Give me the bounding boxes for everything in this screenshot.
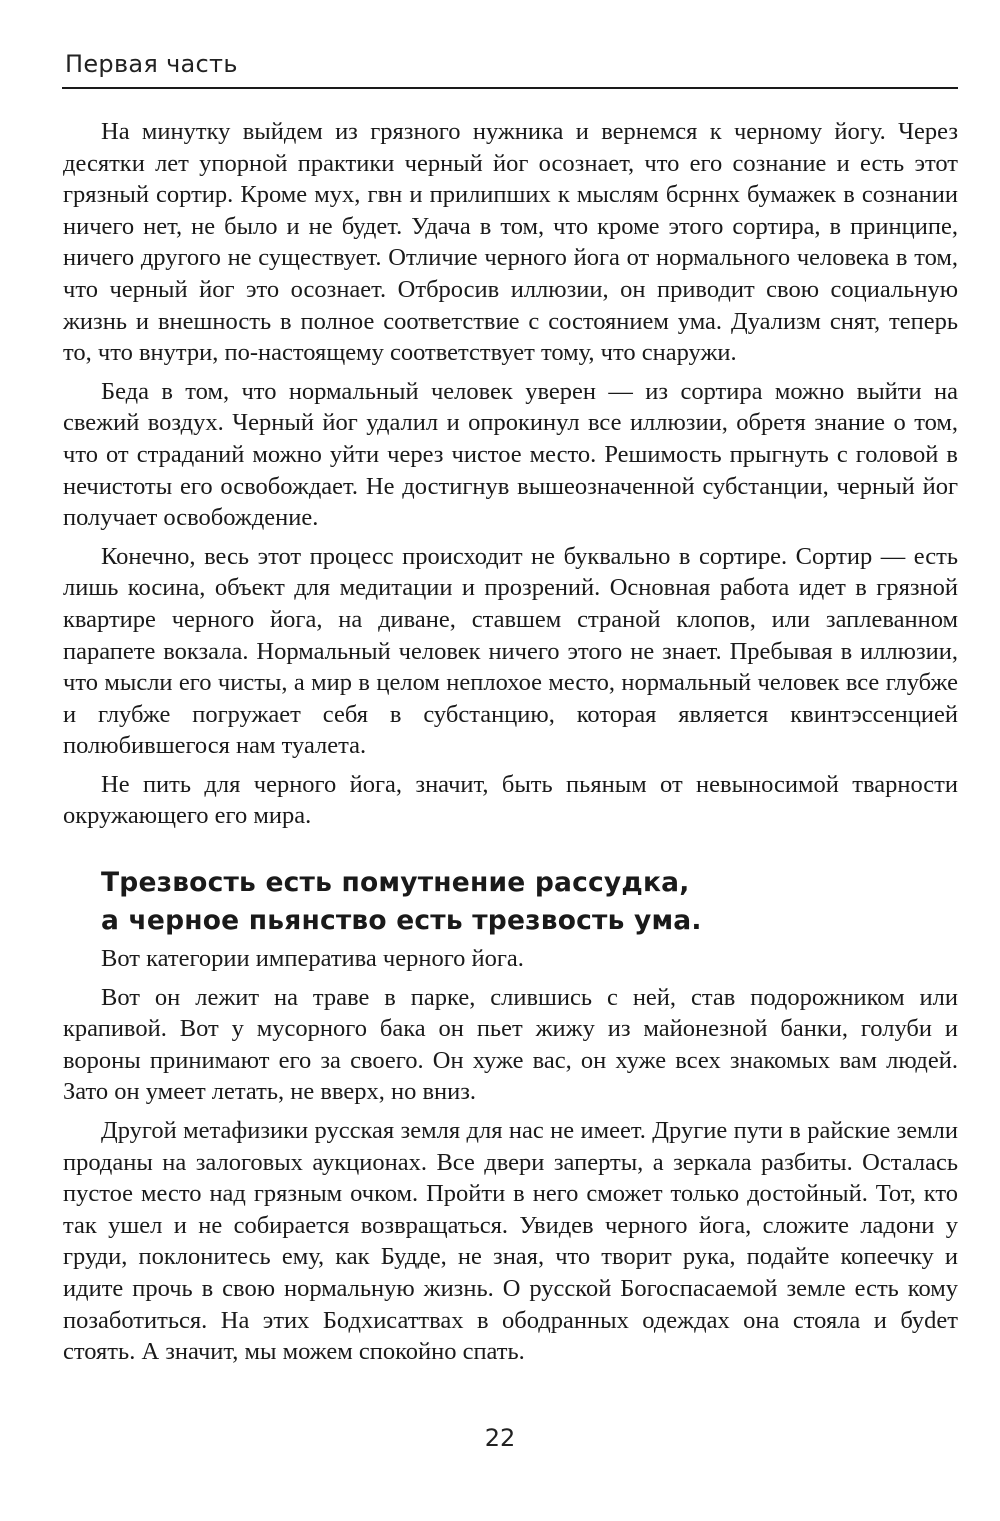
section-heading bbox=[63, 864, 958, 940]
paragraph: Вот он лежит на траве в парке, слившись с ней, став подорожником или крапивой. Вот у мусорного бака он пьет жижу из майонезной банки, голуби и вороны принимают его за своего. Он хуже вас, он хуже всех знакомых вам людей. Зато он умеет летать, не вверх, но вниз. bbox=[63, 983, 958, 1106]
paragraph: Беда в том, что нормальный человек уверен — из сортира можно выйти на свежий воздух. Черный йог удалил и опрокинул все иллюзии, обретя знание о том, что от страданий можно уйти через чистое место. Решимость прыгнуть с головой в нечистоты его освобождает. Не достигнув вышеозначенной субстанции, черный йог получает освобождение. bbox=[63, 377, 958, 532]
section-heading-line-1: Трезвость есть помутнение рассудка, bbox=[101, 867, 690, 899]
header-rule bbox=[62, 87, 958, 89]
page-body bbox=[63, 116, 958, 1368]
paragraph: Не пить для черного йога, значит, быть пьяным от невыносимой тварности окружающего его мира. bbox=[63, 770, 958, 830]
page-number: 22 bbox=[484, 1424, 516, 1452]
running-head: Первая часть bbox=[65, 50, 238, 78]
paragraph: Другой метафизики русская земля для нас не имеет. Другие пути в райские земли проданы на залоговых аукционах. Все двери заперты, а зеркала разбиты. Осталась пустое место над грязным очком. Пройти в него сможет только достойный. Тот, кто так ушел и не собирается возвращаться. Увидев черного йога, сложите ладони у груди, поклонитесь ему, как Будде, не зная, что творит рука, подайте копеечку и идите прочь в свою нормальную жизнь. О русской Богоспасаемой земле есть кому позаботиться. На этих Бодхисаттвах в ободранных одеждах она стояла и буdет стоять. А значит, мы можем спокойно спать. bbox=[63, 1117, 958, 1366]
paragraph: Конечно, весь этот процесс происходит не буквально в сортире. Сортир — есть лишь косина, объект для медитации и прозрений. Основная работа идет в грязной квартире черного йога, на диване, ставшем страной клопов, или заплеванном парапете вокзала. Нормальный человек ничего этого не знает. Пребывая в иллюзии, что мысли его чисты, а мир в целом неплохое место, нормальный человек все глубже и глубже погружает себя в субстанцию, которая является квинтэссенцией полюбившегося нам туалета. bbox=[63, 542, 958, 760]
section-heading-line-2: а черное пьянство есть трезвость ума. bbox=[101, 905, 702, 937]
paragraph: Вот категории императива черного йога. bbox=[101, 945, 524, 973]
paragraph: На минутку выйдем из грязного нужника и вернемся к черному йогу. Через десятки лет упорной практики черный йог осознает, что его сознание и есть этот грязный сортир. Кроме мух, гвн и прилипших к мыслям бсрннх бумажек в сознании ничего нет, не было и не будет. Удача в том, что кроме этого сортира, в принципе, ничего другого не существует. Отличие черного йога от нормального человека в том, что черный йог это осознает. Отбросив иллюзии, он приводит свою социальную жизнь и внешность в полное соответствие с состоянием ума. Дуализм снят, теперь то, что внутри, по-настоящему соответствует тому, что снаружи. bbox=[63, 118, 958, 367]
